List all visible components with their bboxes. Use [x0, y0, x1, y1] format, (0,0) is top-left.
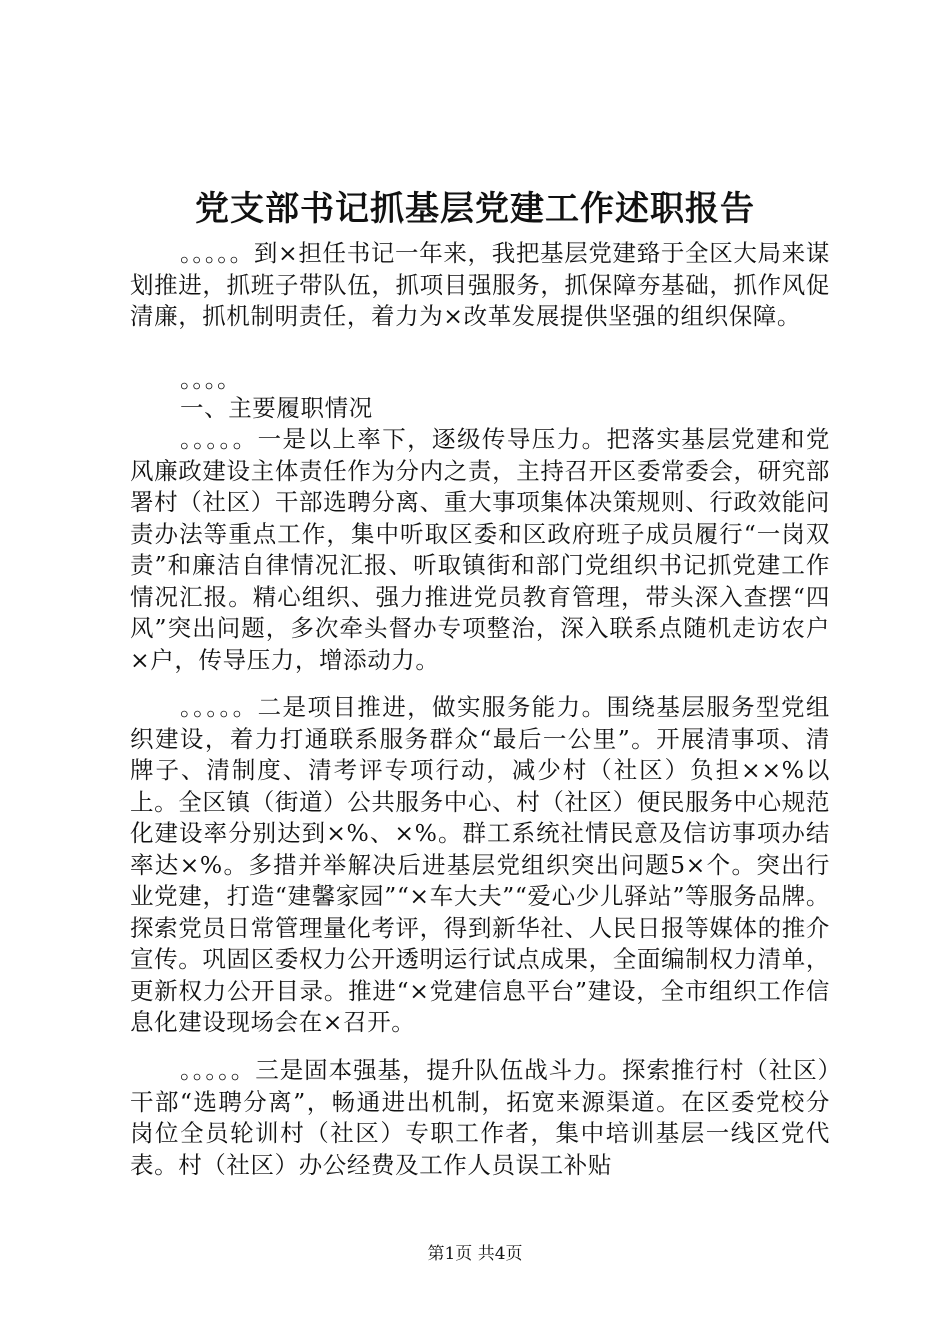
paragraph-item-1: 。。。。。一是以上率下，逐级传导压力。把落实基层党建和党风廉政建设主体责任作为分内之责，主持召开区委常委会，研究部署村（社区）干部选聘分离、重大事项集体决策规则、行政效能问责办法等重点工作，集中听取区委和区政府班子成员履行“一岗双责”和廉洁自律情况汇报、听取镇街和部门党组织书记抓党建工作情况汇报。精心组织、强力推进党员教育管理，带头深入查摆“四风”突出问题，多次牵头督办专项整治，深入联系点随机走访农户×户，传导压力，增添动力。 [130, 425, 830, 674]
page-footer: 第1页 共4页 [427, 1244, 523, 1264]
paragraph-item-3: 。。。。。三是固本强基，提升队伍战斗力。探索推行村（社区）干部“选聘分离”，畅通进出机制，拓宽来源渠道。在区委党校分岗位全员轮训村（社区）专职工作者，集中培训基层一线区党代表。村（社区）办公经费及工作人员误工补贴 [130, 1056, 830, 1179]
paragraph-item-2: 。。。。。二是项目推进，做实服务能力。围绕基层服务型党组织建设，着力打通联系服务群众“最后一公里”。开展清事项、清牌子、清制度、清考评专项行动，减少村（社区）负担××%以上。全区镇（街道）公共服务中心、村（社区）便民服务中心规范化建设率分别达到×%、×%。群工系统社情民意及信访事项办结率达×%。多措并举解决后进基层党组织突出问题5×个。突出行业党建，打造“建馨家园”“×车大夫”“爱心少儿驿站”等服务品牌。探索党员日常管理量化考评，得到新华社、人民日报等媒体的推介宣传。巩固区委权力公开透明运行试点成果，全面编制权力清单，更新权力公开目录。推进“×党建信息平台”建设，全市组织工作信息化建设现场会在×召开。 [130, 693, 830, 1036]
paragraph-dots: 。。。。 [180, 365, 242, 393]
section-heading: 一、主要履职情况 [180, 394, 373, 422]
paragraph-intro: 。。。。。到×担任书记一年来，我把基层党建臵于全区大局来谋划推进，抓班子带队伍，抓项目强服务，抓保障夯基础，抓作风促清廉，抓机制明责任，着力为×改革发展提供坚强的组织保障。 [130, 239, 830, 330]
document-title: 党支部书记抓基层党建工作述职报告 [195, 189, 755, 229]
